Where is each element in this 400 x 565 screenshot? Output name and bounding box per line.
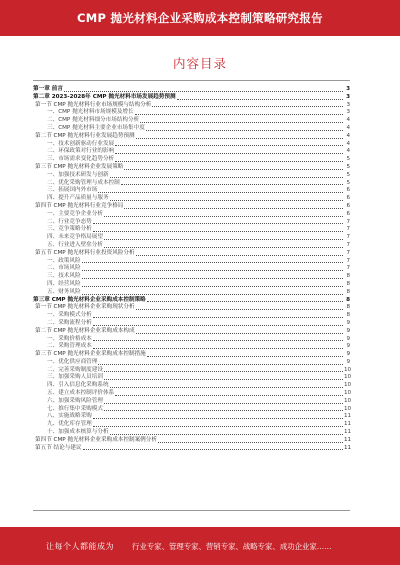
toc-entry[interactable] [33,172,350,180]
toc-page-number: 3 [346,101,350,108]
toc-page-number: 6 [346,202,350,209]
toc-entry-title: 第二节 CMP 抛光材料企业采购成本构成 [35,327,135,334]
toc-page-number: 7 [346,226,350,233]
toc-entry[interactable] [33,281,350,289]
toc-entry[interactable] [33,289,350,297]
toc-leader-dots [147,301,343,302]
toc-entry[interactable] [33,164,350,172]
toc-page-number: 3 [346,93,350,100]
toc-entry[interactable] [33,94,350,102]
toc-entry[interactable] [33,234,350,242]
toc-leader-dots [82,262,343,263]
toc-page-number: 5 [346,171,350,178]
toc-page-number: 3 [346,86,350,92]
toc-entry[interactable] [33,437,350,445]
toc-page-number: 9 [346,351,350,358]
toc-entry[interactable] [33,445,350,453]
toc-page-number: 10 [344,390,352,397]
toc-entry-title: 五、建立成本控制评价体系 [47,390,115,397]
toc-page-number: 11 [344,436,352,443]
toc-entry-title: 二、采购流程分析 [47,319,92,326]
toc-entry-title: 二、市场风险 [47,265,81,272]
toc-page-number: 10 [344,382,352,389]
toc-entry-title: 一、加强技术研发与创新 [47,171,109,178]
toc-entry-title: 一、CMP 抛光材料市场规模及增长 [47,109,134,116]
toc-entry-title: 七、推行集中采购模式 [47,405,103,412]
toc-leader-dots [82,286,343,287]
toc-leader-dots [177,99,343,100]
toc-leader-dots [93,223,343,224]
toc-entry-title: 三、技术风险 [47,273,81,280]
toc-entry-title: 二、环保政策对行业的影响 [47,148,115,155]
toc-leader-dots [104,216,343,217]
toc-page-number: 10 [344,366,352,373]
toc-leader-dots [135,114,343,115]
toc-entry[interactable] [33,328,350,336]
toc-leader-dots [104,379,343,380]
toc-page-number: 4 [346,117,350,124]
toc-page-number: 8 [346,288,350,295]
toc-entry[interactable] [33,304,350,312]
toc-page-number: 11 [344,421,352,428]
toc-page-number: 9 [346,335,350,342]
toc-leader-dots [136,309,343,310]
toc-entry-title: 第五节 结论与建议 [35,444,82,451]
toc-page-number: 9 [346,358,350,365]
toc-entry-title: 第四节 CMP 抛光材料企业采购成本控制案例分析 [35,436,157,443]
toc-leader-dots [83,449,343,450]
toc-page-number: 9 [346,327,350,334]
toc-page-number: 11 [344,429,352,436]
toc-entry-title: 一、主要竞争企业分析 [47,210,103,217]
toc-leader-dots [110,200,343,201]
toc-entry-title: 第二章 2023-2028年 CMP 抛光材料市场发展趋势预测 [33,93,176,100]
toc-leader-dots [93,426,343,427]
toc-entry-title: 四、未来竞争格局展望 [47,234,103,241]
toc-entry-title: 十、加强成本核算与分析 [47,429,109,436]
toc-entry-title: 三、加强采购人员培训 [47,374,103,381]
toc-entry[interactable] [33,382,350,390]
toc-leader-dots [115,145,343,146]
toc-entry[interactable] [33,187,350,195]
toc-leader-dots [93,231,343,232]
toc-entry-title: 四、经营风险 [47,280,81,287]
toc-leader-dots [152,106,343,107]
toc-entry-title: 九、优化库存管理 [47,421,92,428]
toc-page-number: 7 [346,257,350,264]
toc-entry-title: 八、实施战略采购 [47,413,92,420]
toc-page-number: 6 [346,187,350,194]
footer-tagline: 行业专家、管理专家、营销专家、战略专家、成功企业家…… [132,541,332,551]
toc-page-number: 5 [346,179,350,186]
toc-page-number: 4 [346,124,350,131]
toc-leader-dots [104,247,343,248]
toc-page-number: 8 [346,280,350,287]
toc-page-number: 7 [346,265,350,272]
toc-leader-dots [93,418,343,419]
toc-entry-title: 四、提升产品质量与服务 [47,195,109,202]
table-of-contents [33,86,350,452]
toc-entry-title: 第一章 前言 [33,86,63,92]
toc-entry[interactable] [33,203,350,211]
toc-leader-dots [110,434,343,435]
toc-entry-title: 第一节 CMP 抛光材料企业采购现状分析 [35,304,135,311]
toc-leader-dots [104,239,343,240]
toc-leader-dots [115,153,343,154]
toc-leader-dots [82,294,343,295]
toc-entry[interactable] [33,86,350,94]
toc-leader-dots [110,387,343,388]
toc-leader-dots [104,410,343,411]
toc-entry[interactable] [33,343,350,351]
toc-entry-title: 一、优化供应商管理 [47,358,98,365]
toc-leader-dots [124,169,343,170]
toc-entry-title: 二、完善采购制度建设 [47,366,103,373]
toc-entry-title: 四、引入信息化采购系统 [47,382,109,389]
toc-page-number: 5 [346,163,350,170]
toc-leader-dots [93,340,343,341]
toc-page-number: 9 [346,343,350,350]
toc-entry[interactable] [33,421,350,429]
toc-entry-title: 三、市场需求变化趋势分析 [47,156,115,163]
toc-page-number: 7 [346,218,350,225]
toc-entry-title: 二、采购管理成本 [47,343,92,350]
toc-entry-title: 二、行业竞争态势 [47,218,92,225]
toc-entry[interactable] [33,211,350,219]
toc-entry-title: 三、CMP 抛光材料主要企业市场集中度 [47,124,145,131]
toc-entry-title: 第一节 CMP 抛光材料行业市场规模与结构分析 [35,101,152,108]
toc-leader-dots [115,395,343,396]
toc-entry-title: 二、优化采购管理与成本控制 [47,179,120,186]
toc-leader-dots [136,138,343,139]
toc-entry-title: 第三节 CMP 抛光材料企业发展策略 [35,163,124,170]
toc-page-number: 11 [344,413,352,420]
toc-entry[interactable] [33,156,350,164]
toc-page-number: 8 [346,273,350,280]
toc-entry-title: 五、财务风险 [47,288,81,295]
toc-leader-dots [124,208,343,209]
toc-entry[interactable] [33,273,350,281]
toc-page-number: 9 [346,319,350,326]
report-header [0,0,400,36]
toc-page-number: 10 [344,405,352,412]
toc-entry[interactable] [33,320,350,328]
toc-leader-dots [93,317,343,318]
toc-entry-title: 第四节 CMP 抛光材料行业竞争格局 [35,202,124,209]
toc-leader-dots [93,325,343,326]
toc-page-number: 3 [346,109,350,116]
toc-entry[interactable] [33,390,350,398]
toc-leader-dots [104,371,343,372]
toc-leader-dots [146,130,343,131]
toc-leader-dots [115,161,343,162]
toc-page-number: 6 [346,210,350,217]
toc-entry-title: 第二节 CMP 抛光材料行业发展趋势预测 [35,132,135,139]
toc-entry[interactable] [33,226,350,234]
toc-page-number: 8 [346,312,350,319]
toc-entry[interactable] [33,195,350,203]
toc-page-number: 11 [344,444,352,451]
toc-page-number: 10 [344,397,352,404]
toc-entry[interactable] [33,250,350,258]
toc-page-number: 8 [346,304,350,311]
toc-leader-dots [93,348,343,349]
toc-entry-title: 三、拓展国内外市场 [47,187,98,194]
toc-leader-dots [98,364,343,365]
divider-top [33,80,350,81]
divider-bottom [33,510,350,511]
toc-entry-title: 第三章 CMP 抛光材料企业采购成本控制策略 [33,296,146,303]
toc-heading: 内容目录 [172,56,227,71]
toc-page-number: 7 [346,241,350,248]
toc-page-number: 4 [346,148,350,155]
toc-leader-dots [104,403,343,404]
toc-entry[interactable] [33,133,350,141]
toc-entry-title: 一、采购模式分析 [47,312,92,319]
toc-leader-dots [158,442,343,443]
toc-entry-title: 六、加强采购风险管理 [47,397,103,404]
toc-page-number: 8 [346,296,350,303]
toc-entry[interactable] [33,351,350,359]
toc-entry[interactable] [33,117,350,125]
toc-leader-dots [110,177,343,178]
toc-entry[interactable] [33,148,350,156]
toc-entry-title: 二、CMP 抛光材料细分市场结构分析 [47,117,140,124]
toc-leader-dots [140,122,343,123]
toc-entry-title: 一、政策风险 [47,257,81,264]
toc-entry-title: 一、采购价格成本 [47,335,92,342]
toc-page-number: 4 [346,140,350,147]
toc-entry-title: 第三节 CMP 抛光材料企业采购成本控制措施 [35,351,146,358]
toc-entry[interactable] [33,242,350,250]
toc-entry[interactable] [33,398,350,406]
toc-entry[interactable] [33,429,350,437]
footer-slogan: 让每个人都能成为 [46,541,114,551]
toc-entry[interactable] [33,359,350,367]
toc-entry-title: 五、行业进入壁垒分析 [47,241,103,248]
toc-page-number: 7 [346,234,350,241]
toc-page-number: 7 [346,249,350,256]
toc-leader-dots [136,255,343,256]
toc-page-number: 6 [346,195,350,202]
toc-entry[interactable] [33,312,350,320]
report-title: CMP 抛光材料企业采购成本控制策略研究报告 [77,11,323,25]
toc-entry-title: 第五节 CMP 抛光材料行业投资风险分析 [35,249,135,256]
toc-entry[interactable] [33,125,350,133]
footer-banner [0,527,400,565]
toc-leader-dots [136,333,343,334]
toc-leader-dots [82,270,343,271]
toc-leader-dots [98,192,343,193]
toc-leader-dots [147,356,343,357]
toc-entry-title: 一、技术创新驱动行业发展 [47,140,115,147]
toc-entry[interactable] [33,265,350,273]
toc-page-number: 10 [344,374,352,381]
toc-leader-dots [82,278,343,279]
toc-leader-dots [121,184,343,185]
toc-page-number: 5 [346,156,350,163]
toc-entry-title: 三、竞争策略分析 [47,226,92,233]
toc-leader-dots [64,91,343,92]
toc-page-number: 4 [346,132,350,139]
